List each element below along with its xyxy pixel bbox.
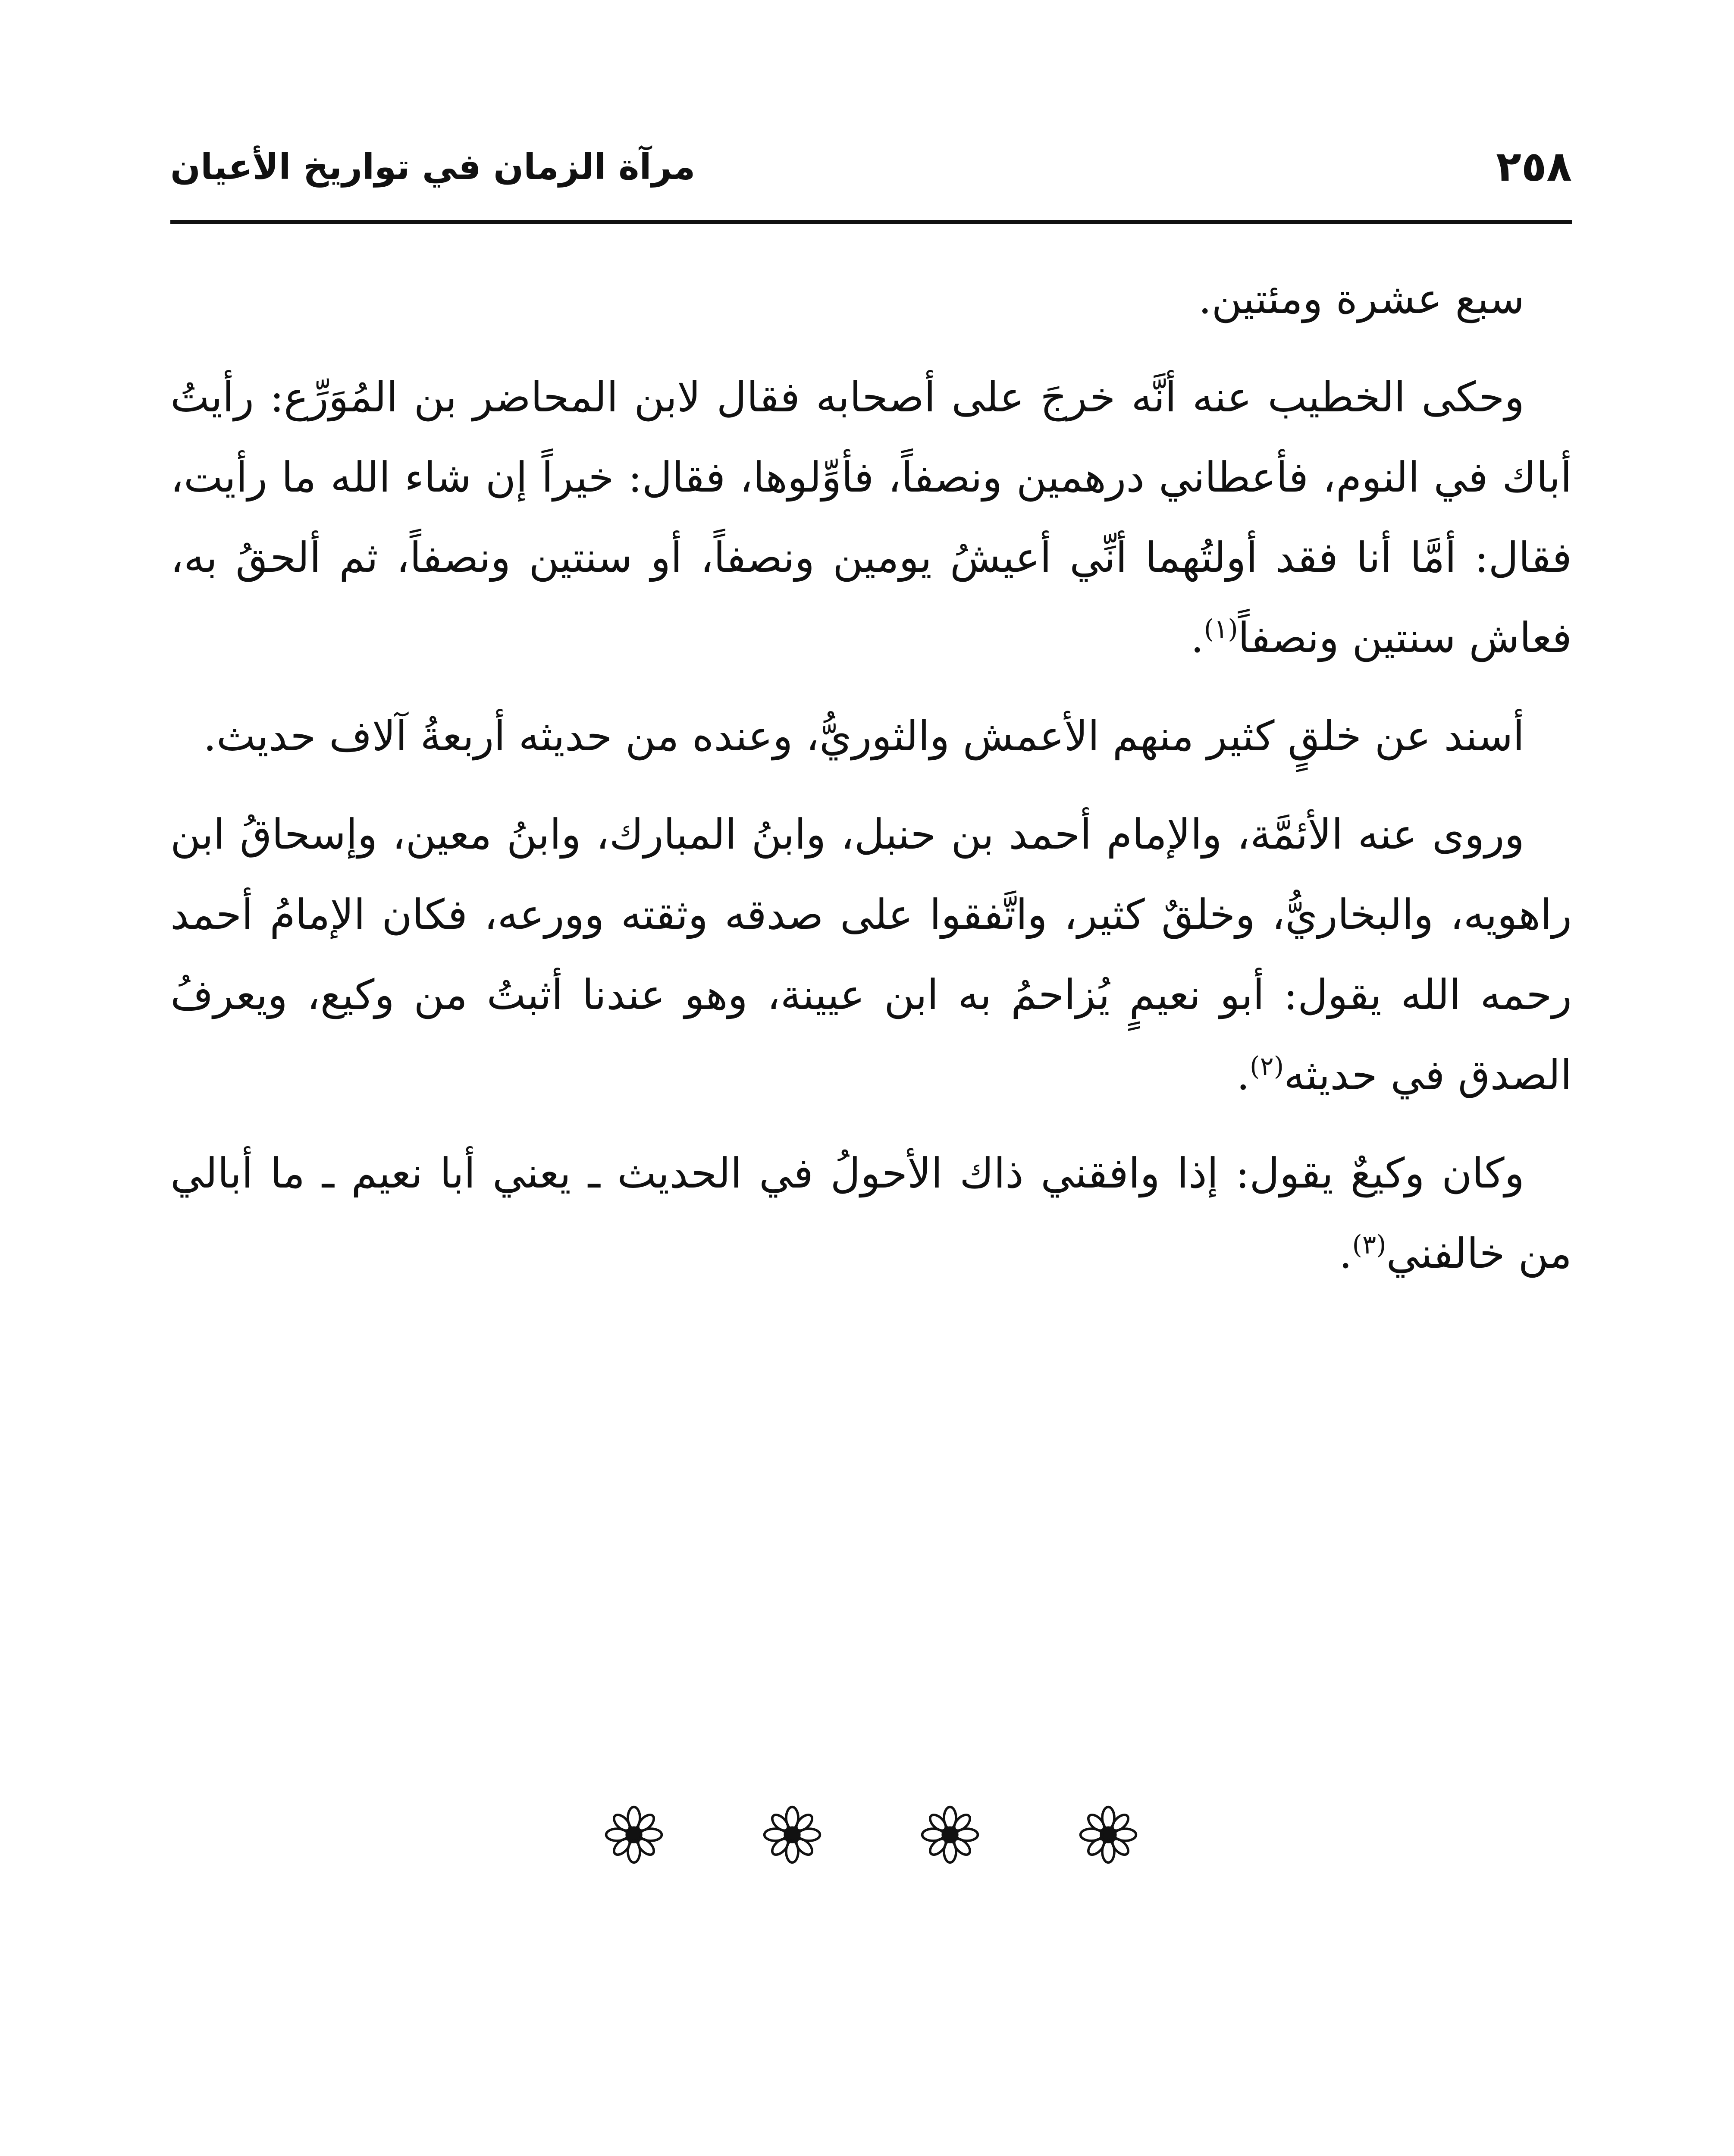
page-header xyxy=(170,129,1572,216)
header-divider xyxy=(170,220,1572,224)
paragraph-2-text: وحكى الخطيب عنه أنَّه خرجَ على أصحابه فقال لابن المحاضر بن المُوَرِّع: رأيتُ أباك في النوم، فأعطاني درهمين ونصفاً، فأوِّلوها، فقال: خيراً إن شاء الله ما رأيت، فقال: أمَّا أنا فقد أولتُهما أنِّي أعيشُ يومين ونصفاً، أو سنتين ونصفاً، ثم ألحقُ به، فعاش سنتين ونصفاً xyxy=(170,373,1572,662)
paragraph-1 xyxy=(170,259,1572,339)
paragraph-3-text: أسند عن خلقٍ كثير منهم الأعمش والثوريُّ، وعنده من حديثه أربعةُ آلاف حديث. xyxy=(203,712,1524,760)
paragraph-4-text: وروى عنه الأئمَّة، والإمام أحمد بن حنبل، وابنُ المبارك، وابنُ معين، وإسحاقُ ابن راهويه، والبخاريُّ، وخلقٌ كثير، واتَّفقوا على صدقه وثقته وورعه، فكان الإمامُ أحمد رحمه الله يقول: أبو نعيمٍ يُزاحمُ به ابن عيينة، وهو عندنا أثبتُ من وكيع، ويعرفُ الصدق في حديثه xyxy=(170,810,1572,1099)
paragraph-1-text: سبع عشرة ومئتين. xyxy=(1198,275,1524,323)
paragraph-5-text: وكان وكيعٌ يقول: إذا وافقني ذاك الأحولُ في الحديث ـ يعني أبا نعيم ـ ما أبالي من خالفني xyxy=(170,1149,1572,1278)
footnote-ref-3: (٣) xyxy=(1352,1230,1386,1260)
main-text xyxy=(170,259,1572,1312)
paragraph-4-tail: . xyxy=(1236,1051,1250,1099)
paragraph-5 xyxy=(170,1133,1572,1294)
footnote-ref-2: (٢) xyxy=(1250,1051,1284,1081)
flower-ornament-icon xyxy=(762,1805,822,1865)
paragraph-3 xyxy=(170,696,1572,776)
footnote-ref-1: (١) xyxy=(1204,614,1238,644)
section-end-ornaments xyxy=(604,1802,1138,1867)
page-number: ٢٥٨ xyxy=(1496,142,1572,191)
paragraph-2-tail: . xyxy=(1191,614,1204,662)
flower-ornament-icon xyxy=(604,1805,664,1865)
flower-ornament-icon xyxy=(920,1805,980,1865)
flower-ornament-icon xyxy=(1078,1805,1138,1865)
paragraph-5-tail: . xyxy=(1339,1229,1352,1278)
running-book-title: مرآة الزمان في تواريخ الأعيان xyxy=(170,147,696,188)
paragraph-4 xyxy=(170,794,1572,1115)
paragraph-2 xyxy=(170,357,1572,678)
